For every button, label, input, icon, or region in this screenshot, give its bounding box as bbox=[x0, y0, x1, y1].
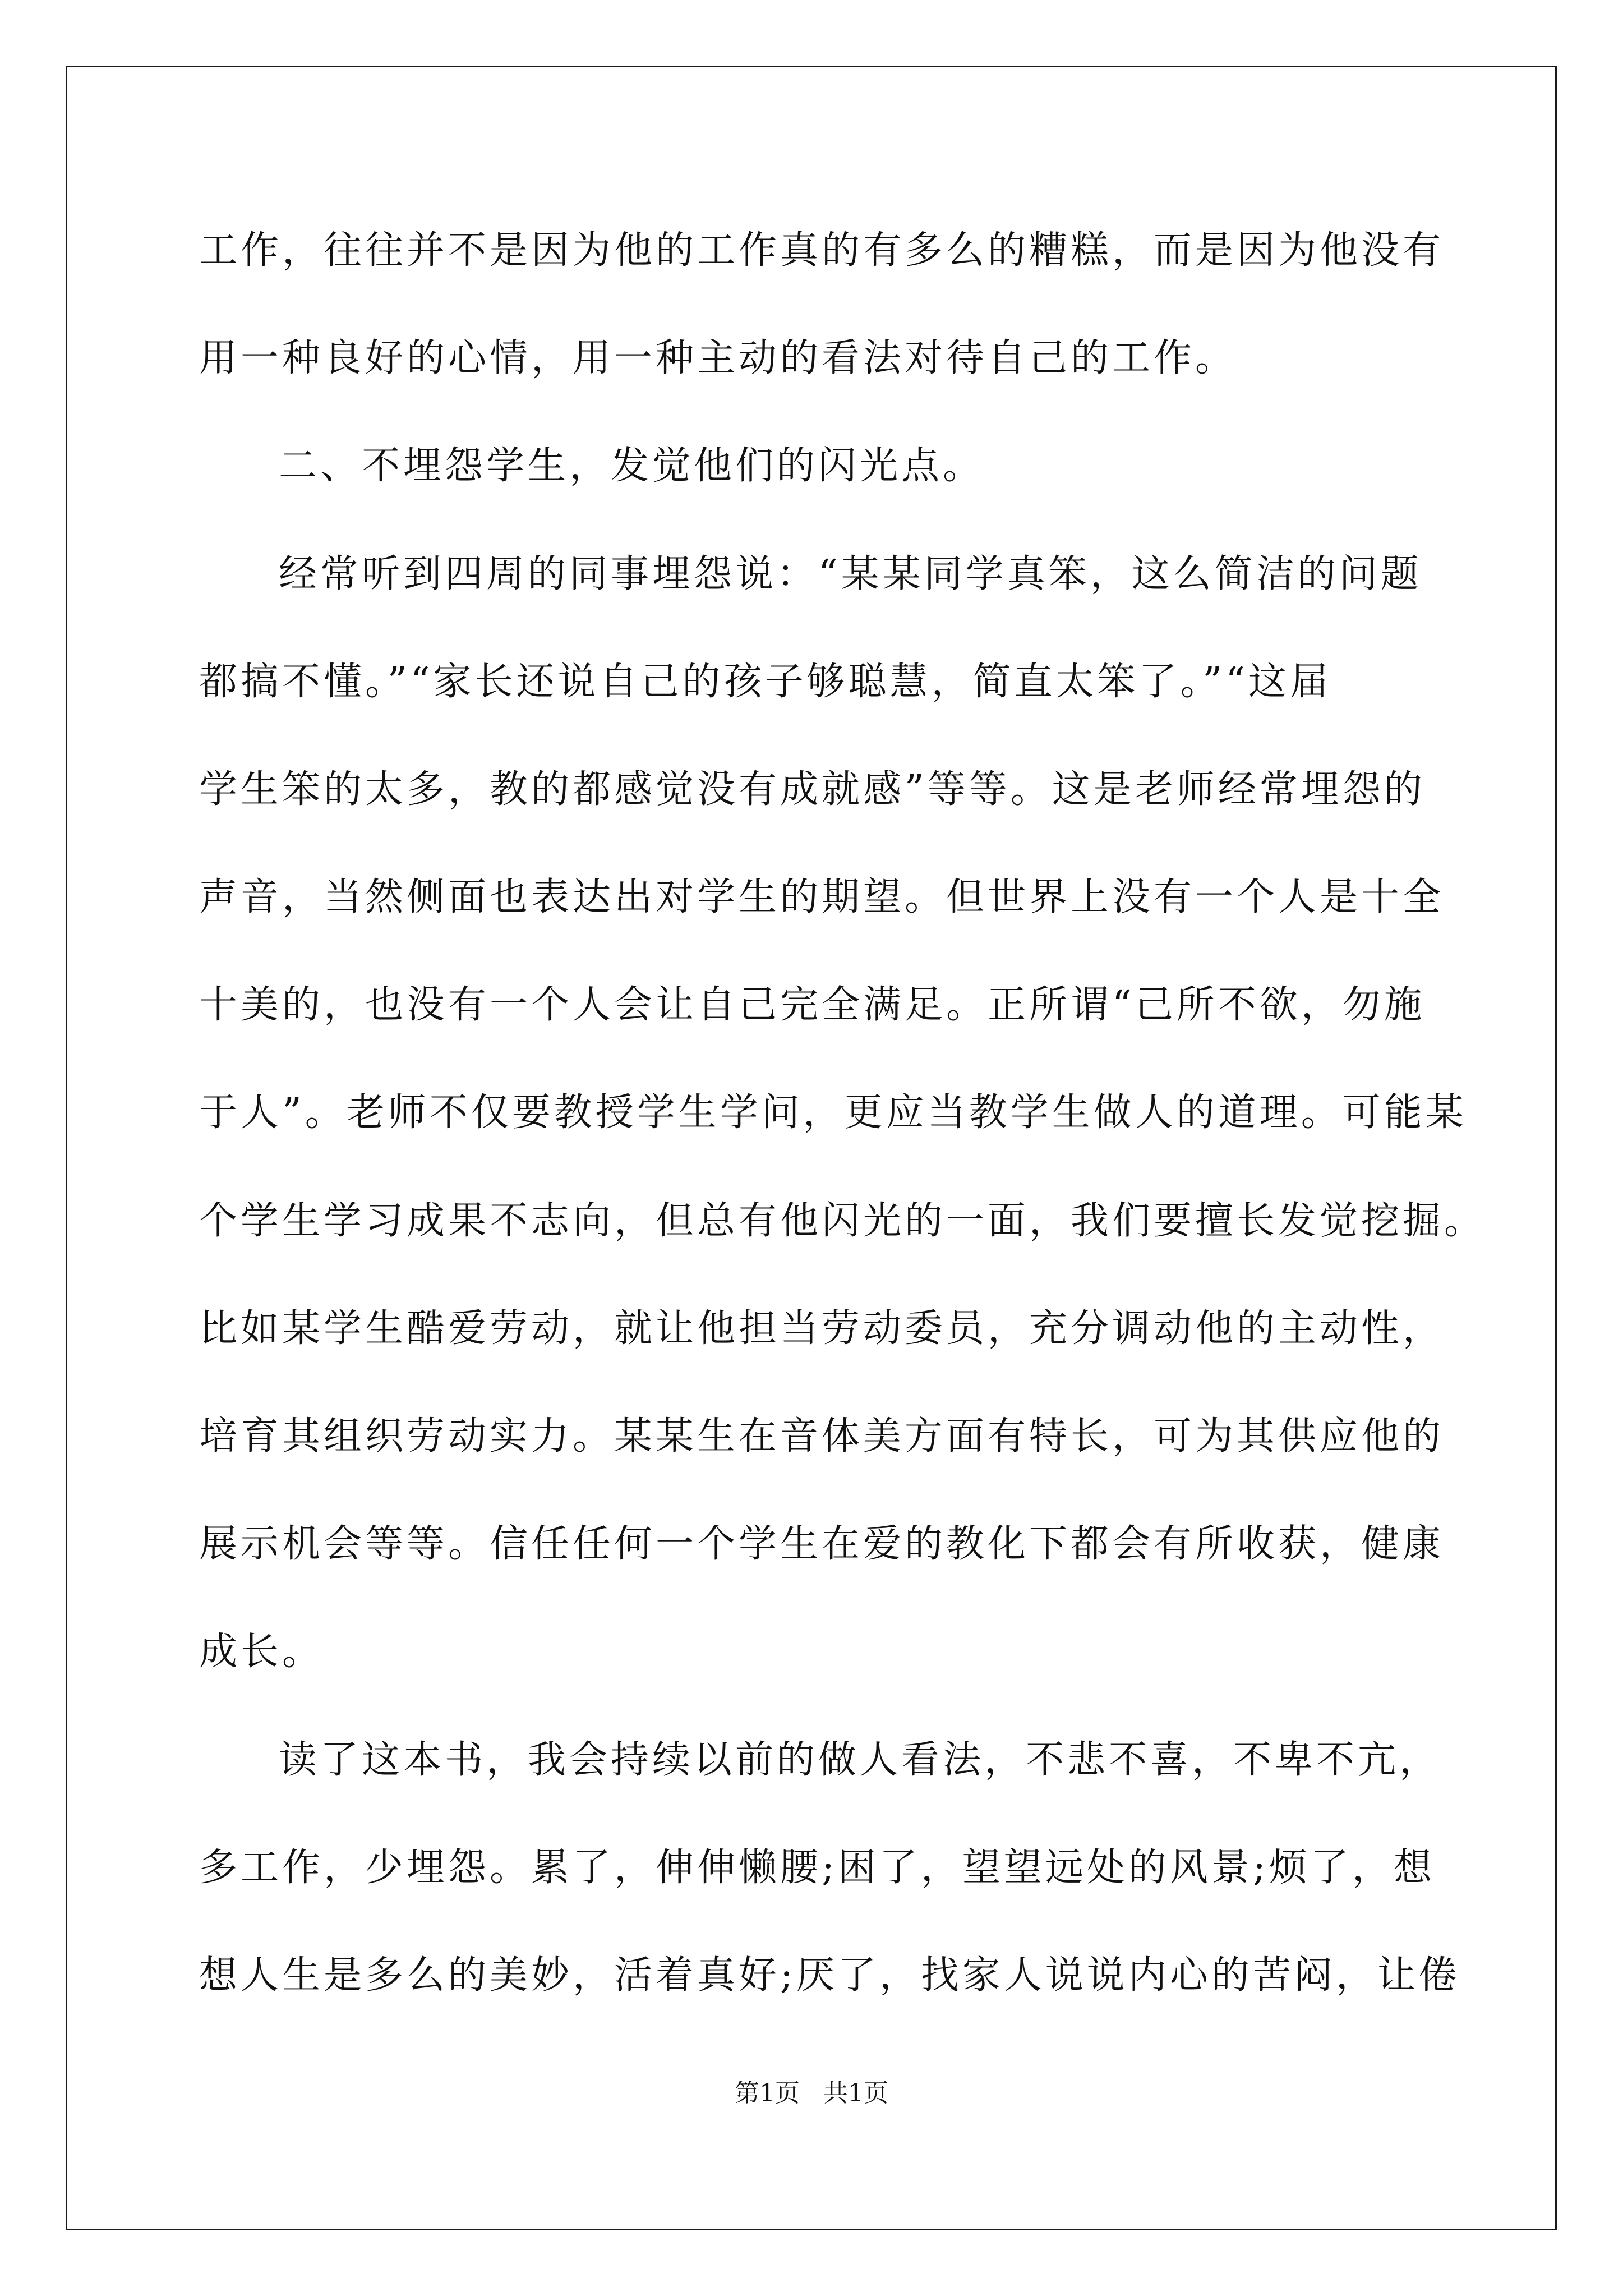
paragraph-line: 想人生是多么的美妙，活着真好;厌了，找家人说说内心的苦闷，让倦 bbox=[199, 1953, 1460, 1998]
paragraph-line: 个学生学习成果不志向，但总有他闪光的一面，我们要擅长发觉挖掘。 bbox=[199, 1199, 1486, 1243]
page-number-footer: 第1页 共1页 bbox=[735, 2079, 888, 2108]
paragraph-line: 工作，往往并不是因为他的工作真的有多么的糟糕，而是因为他没有 bbox=[199, 228, 1445, 273]
paragraph-line: 经常听到四周的同事埋怨说：“某某同学真笨，这么简洁的问题 bbox=[279, 552, 1422, 596]
paragraph-line: 比如某学生酷爱劳动，就让他担当劳动委员，充分调动他的主动性， bbox=[199, 1306, 1445, 1351]
paragraph-line: 十美的，也没有一个人会让自己完全满足。正所谓“己所不欲，勿施 bbox=[199, 983, 1426, 1027]
paragraph-line: 声音，当然侧面也表达出对学生的期望。但世界上没有一个人是十全 bbox=[199, 875, 1445, 919]
page-border bbox=[66, 66, 1557, 2230]
paragraph-line: 读了这本书，我会持续以前的做人看法，不悲不喜，不卑不亢， bbox=[279, 1738, 1441, 1782]
paragraph-line: 多工作，少埋怨。累了，伸伸懒腰;困了，望望远处的风景;烦了，想 bbox=[199, 1846, 1435, 1890]
paragraph-line: 成长。 bbox=[199, 1630, 324, 1674]
paragraph-line: 于人”。老师不仅要教授学生学问，更应当教学生做人的道理。可能某 bbox=[199, 1091, 1467, 1135]
paragraph-line: 都搞不懂。”“家长还说自己的孩子够聪慧，简直太笨了。”“这届 bbox=[199, 660, 1332, 704]
paragraph-line: 用一种良好的心情，用一种主动的看法对待自己的工作。 bbox=[199, 336, 1237, 380]
section-heading: 二、不埋怨学生，发觉他们的闪光点。 bbox=[279, 444, 985, 488]
paragraph-line: 培育其组织劳动实力。某某生在音体美方面有特长，可为其供应他的 bbox=[199, 1414, 1445, 1458]
paragraph-line: 展示机会等等。信任任何一个学生在爱的教化下都会有所收获，健康 bbox=[199, 1522, 1445, 1566]
paragraph-line: 学生笨的太多，教的都感觉没有成就感”等等。这是老师经常埋怨的 bbox=[199, 767, 1426, 812]
